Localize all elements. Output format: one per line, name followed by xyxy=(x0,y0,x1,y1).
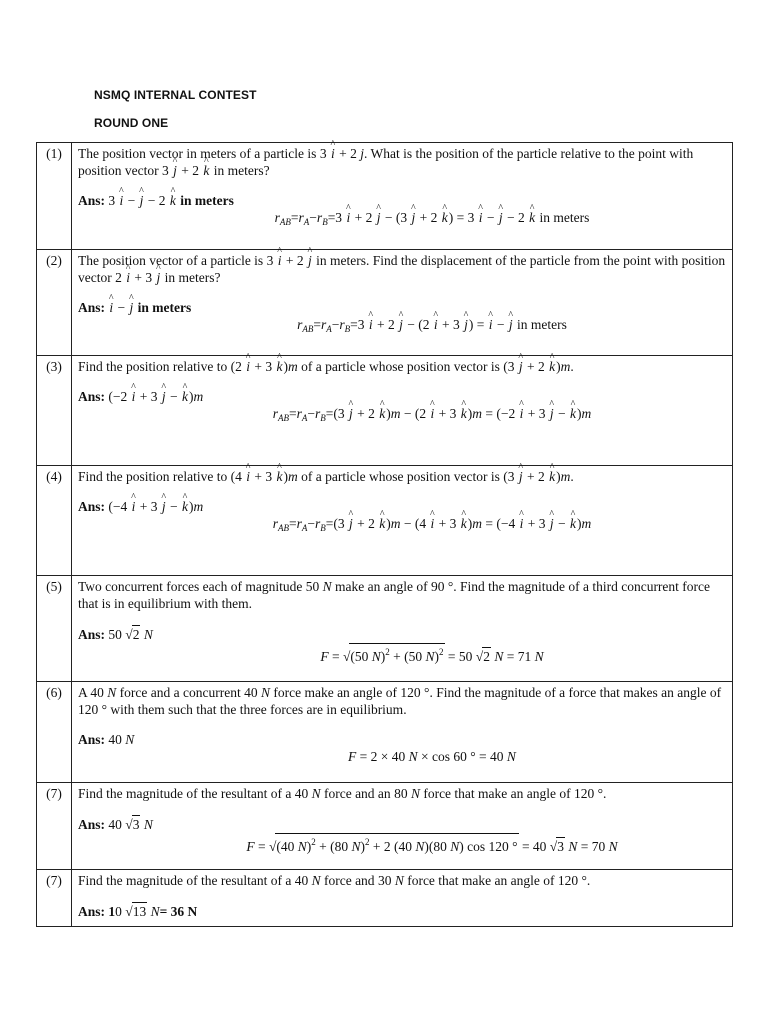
solution: $r_{AB}=r_A-r_B=(3$ ^ j + 2 ^ k)m − (4 ^ i + 3 ^ k)m = (−4 ^ i + 3 ^ j − ^ k)m xyxy=(78,515,726,537)
question-number: (5) xyxy=(37,576,72,682)
answer: Ans: 40 N xyxy=(78,732,135,747)
question-cell xyxy=(72,250,733,356)
table-row xyxy=(37,250,733,356)
solution: F = √(40 N)$^2$ + (80 N)$^2$ + 2 (40 N)(80 N) cos 120 ° = 40 √3 N = 70 N xyxy=(78,833,726,855)
question-number: (7) xyxy=(37,783,72,870)
table-row xyxy=(37,870,733,927)
question-cell xyxy=(72,143,733,250)
question-cell xyxy=(72,783,733,870)
question-cell xyxy=(72,576,733,682)
answer: Ans: 50 √2 N xyxy=(78,627,153,642)
question-cell xyxy=(72,356,733,466)
answer: Ans: 3 ^ i − ^ j − 2 ^ k in meters xyxy=(78,192,726,209)
answer: Ans: ^ i − ^ j in meters xyxy=(78,299,726,316)
questions-table xyxy=(36,142,733,927)
round-label: ROUND ONE xyxy=(94,116,169,130)
solution: $r_{AB}=r_A-r_B=3$ ^ i + 2 ^ j − (3 ^ j + 2 ^ k) = 3 ^ i − ^ j − 2 ^ k in meters xyxy=(78,209,726,231)
table-row xyxy=(37,356,733,466)
question-number: (2) xyxy=(37,250,72,356)
question-number: (1) xyxy=(37,143,72,250)
question-text: Find the magnitude of the resultant of a 40 N force and an 80 N force that make an angle of 120 °. xyxy=(78,786,607,801)
answer: Ans: (−2 ^ i + 3 ^ j − ^ k)m xyxy=(78,388,726,405)
question-text: Find the position relative to (4 ^ i + 3 ^ k)m of a particle whose position vector is (3 ^ j + 2 ^ k)m. xyxy=(78,468,726,485)
question-number: (3) xyxy=(37,356,72,466)
question-cell xyxy=(72,870,733,927)
question-number: (4) xyxy=(37,466,72,576)
solution: F = 2 × 40 N × cos 60 ° = 40 N xyxy=(348,749,516,764)
solution: $r_{AB}=r_A-r_B=3$ ^ i + 2 ^ j − (2 ^ i + 3 ^ j) = ^ i − ^ j in meters xyxy=(78,316,726,338)
table-row xyxy=(37,576,733,682)
table-row xyxy=(37,466,733,576)
table-row xyxy=(37,783,733,870)
question-text: Find the position relative to (2 ^ i + 3 ^ k)m of a particle whose position vector is (3 ^ j + 2 ^ k)m. xyxy=(78,358,726,375)
solution: F = √(50 N)$^2$ + (50 N)$^2$ = 50 √2 N = 71 N xyxy=(78,643,726,665)
question-text: Find the magnitude of the resultant of a 40 N force and 30 N force that make an angle of 120 °. xyxy=(78,873,591,888)
question-text: Two concurrent forces each of magnitude 50 N make an angle of 90 °. Find the magnitude of a third concurrent force that is in equilibrium with them. xyxy=(78,579,711,611)
table-row xyxy=(37,682,733,783)
contest-title: NSMQ INTERNAL CONTEST xyxy=(94,88,257,102)
solution: $r_{AB}=r_A-r_B=(3$ ^ j + 2 ^ k)m − (2 ^ i + 3 ^ k)m = (−2 ^ i + 3 ^ j − ^ k)m xyxy=(78,405,726,427)
question-text: The position vector of a particle is 3 ^ i + 2 ^ j in meters. Find the displacement of the particle from the point with position vector 2 ^ i + 3 ^ j in meters? xyxy=(78,252,726,286)
question-number: (7) xyxy=(37,870,72,927)
question-cell xyxy=(72,466,733,576)
table-row xyxy=(37,143,733,250)
question-text: A 40 N force and a concurrent 40 N force make an angle of 120 °. Find the magnitude of a force that makes an angle of 120 ° with them such that the three forces are in equilibrium. xyxy=(78,685,722,717)
question-cell xyxy=(72,682,733,783)
question-number: (6) xyxy=(37,682,72,783)
answer: Ans: (−4 ^ i + 3 ^ j − ^ k)m xyxy=(78,498,726,515)
question-text: The position vector in meters of a particle is 3 ^ i + 2 j. What is the position of the particle relative to the point with position vector 3 ^ j + 2 ^ k in meters? xyxy=(78,145,726,179)
answer: Ans: 40 √3 N xyxy=(78,817,153,832)
answer: Ans: 10 √13 N= 36 N xyxy=(78,904,198,919)
